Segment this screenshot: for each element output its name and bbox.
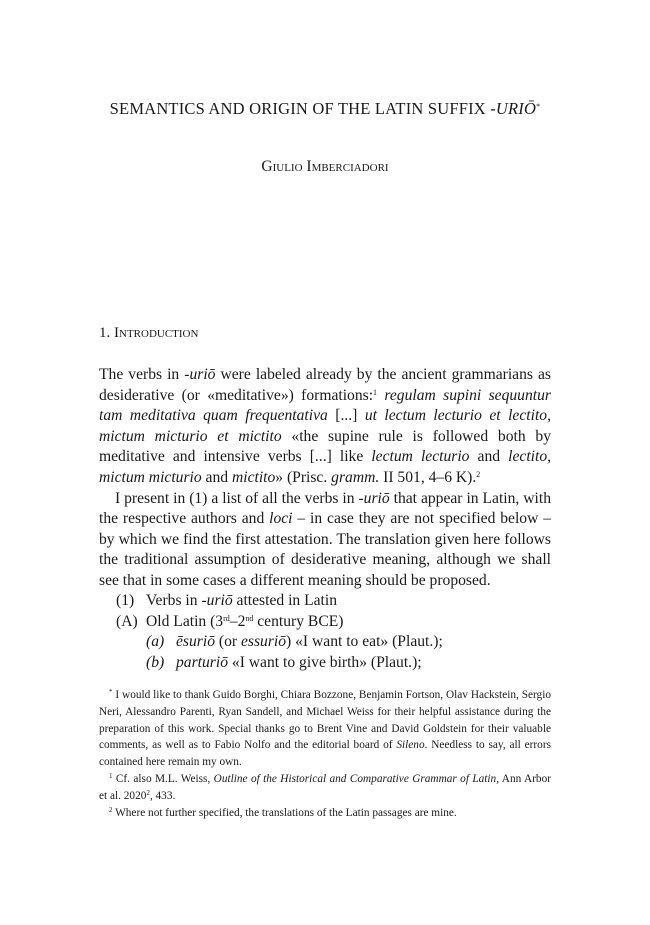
text-run: (or — [214, 633, 241, 651]
text-run-italic: lectito, mictum micturio — [99, 448, 552, 486]
text-run: –2 — [229, 612, 246, 630]
text-run: I present in (1) a list of all the verbs in — [115, 489, 359, 507]
paragraph-1 — [99, 365, 551, 489]
text-run-italic: -uriō — [358, 489, 390, 507]
text-run: I would like to thank Guido Borghi, Chiara Bozzone, Benjamin Fortson, Olav Hackstein, Sergio Neri, Alessandro Parenti, Ryan Sandell, and Michael Weiss for their helpful assistance during the preparation of this work. Special thanks go to Brent Vine and David Goldstein for their valuable comments, as well as to Fabio Nolfo and the editorial board of — [99, 689, 551, 752]
footnote-mark: * — [109, 688, 113, 696]
text-run-italic: gramm. — [331, 468, 380, 486]
ordinal-sup: nd — [245, 613, 254, 623]
text-run: – in case they are not specified below – by which we find the first attestation. The translation given here follows the traditional assumption of desiderative meaning, although we shall see that in some cases a different meaning should be proposed. — [99, 510, 552, 589]
footnote-1 — [99, 771, 551, 805]
footnote-ref-2: 2 — [476, 469, 481, 479]
section-heading: 1. Introduction — [99, 325, 199, 341]
text-run: . Needless to say, all errors contained here remain my own. — [99, 739, 551, 769]
ordinal-sup: rd — [223, 613, 230, 623]
text-run-italic: parturiō — [176, 653, 228, 671]
example-row — [99, 612, 551, 633]
text-run: ) «I want to eat» (Plaut.); — [286, 633, 443, 651]
title-suffix: -URIŌ — [490, 99, 537, 118]
body-text — [99, 365, 551, 592]
text-run: that appear in Latin, with the respective authors and — [99, 489, 552, 528]
author-name: Giulio Imberciadori — [261, 158, 389, 175]
text-run: » (Prisc. — [275, 468, 332, 486]
text-run-italic: Outline of the Historical and Comparative Grammar of Latin — [213, 772, 497, 785]
title-text: SEMANTICS AND ORIGIN OF THE LATIN SUFFIX — [109, 99, 491, 118]
text-run: Verbs in — [146, 592, 202, 609]
title-footnote-mark: * — [536, 102, 541, 111]
text-run-italic: ēsuriō — [176, 633, 215, 651]
text-run: , Ann Arbor et al. 2020 — [99, 772, 551, 802]
text-run: , 433. — [149, 789, 176, 802]
example-number: (A) — [116, 612, 138, 630]
footnote-mark: 2 — [109, 805, 113, 814]
text-run: century BCE) — [253, 612, 344, 630]
example-number: (1) — [116, 592, 135, 609]
example-list — [99, 591, 551, 673]
latin-quote: ut lectum lecturio et lectito, mictum micturio et mictito — [99, 407, 551, 445]
text-run-italic: loci — [269, 510, 293, 528]
text-run-italic: Sileno — [396, 739, 425, 752]
example-row — [99, 632, 551, 653]
footnote-2 — [99, 805, 551, 822]
text-run-italic: essuriō — [240, 633, 287, 651]
footnotes — [99, 687, 551, 821]
paragraph-2 — [99, 489, 551, 592]
text-run: Cf. also M.L. Weiss, — [112, 772, 214, 785]
text-run-italic: -uriō — [201, 592, 233, 609]
text-run: «I want to give birth» (Plaut.); — [228, 653, 422, 671]
example-row — [99, 653, 551, 674]
text-run-italic: mictito — [231, 468, 276, 486]
text-run: The verbs in — [99, 366, 185, 383]
text-run: II 501, 4–6 K). — [379, 468, 477, 486]
text-run: were labeled already by the ancient grammarians as desiderative (or «meditative») formations: — [99, 366, 551, 404]
text-run: Where not further specified, the translations of the Latin passages are mine. — [112, 806, 457, 819]
text-run: «the supine rule is followed both by meditative and intensive verbs [...] like — [99, 427, 551, 466]
text-run-italic: lectum lecturio — [371, 448, 470, 466]
footnote-mark: 1 — [109, 771, 113, 780]
latin-quote: regulam supini sequuntur tam meditativa quam frequentativa — [99, 386, 551, 425]
text-run: and — [469, 448, 509, 466]
text-run: Old Latin (3 — [146, 612, 224, 630]
example-row — [99, 591, 551, 612]
footnote-0 — [99, 687, 551, 771]
edition-sup: 2 — [146, 788, 150, 797]
text-run-italic: -uriō — [184, 366, 216, 383]
text-run: attested in Latin — [232, 592, 337, 609]
example-subnumber: (b) — [146, 653, 165, 671]
example-subnumber: (a) — [146, 633, 165, 651]
footnote-ref-1: 1 — [373, 387, 378, 397]
text-run: [...] — [327, 407, 365, 425]
article-title — [0, 99, 650, 119]
text-run: and — [201, 468, 232, 486]
